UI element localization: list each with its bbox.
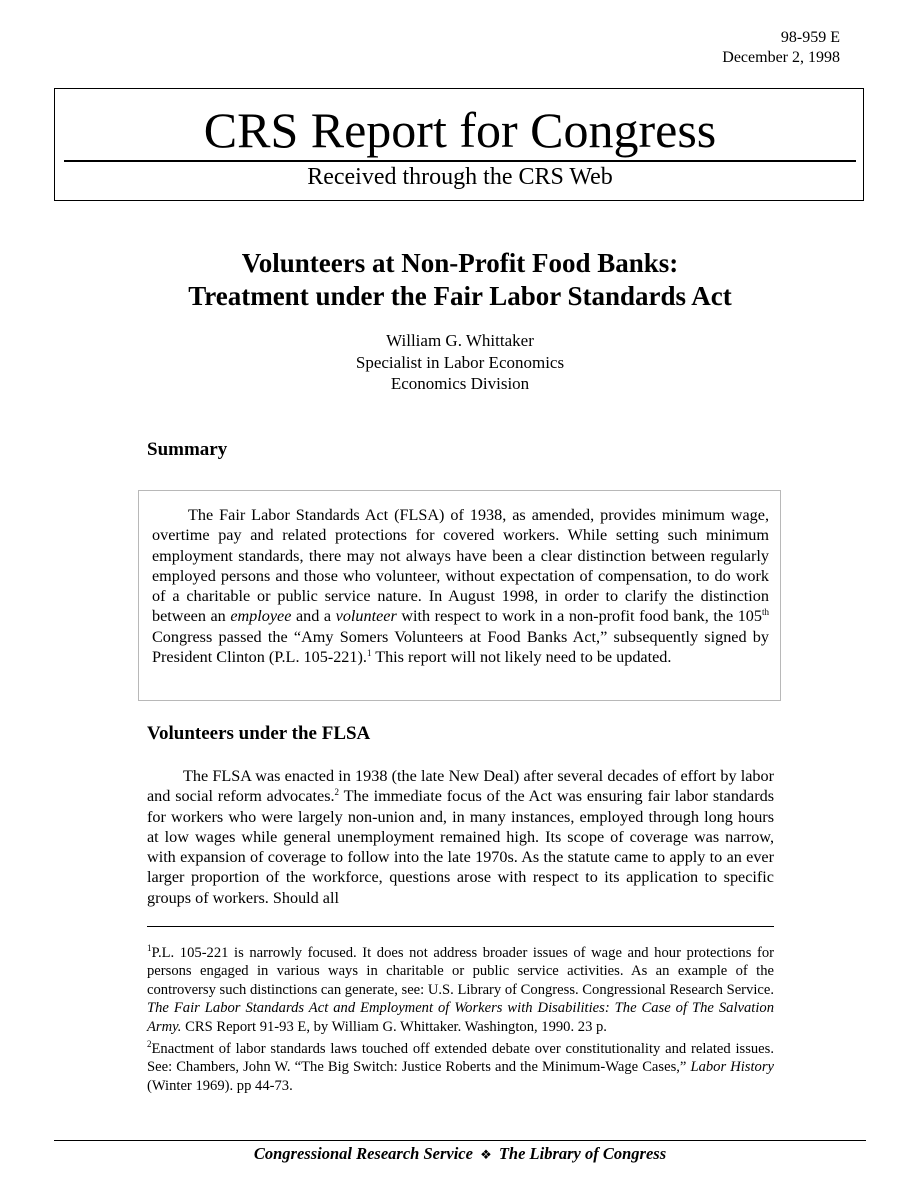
document-title: [0, 247, 920, 313]
emphasis-volunteer: volunteer: [335, 607, 397, 626]
section-body: [147, 766, 774, 908]
footnotes: [147, 944, 774, 1099]
title-line-2: Treatment under the Fair Labor Standards Act: [188, 281, 732, 311]
body-paragraph: The FLSA was enacted in 1938 (the late New Deal) after several decades of effort by labor and social reform advocates.$^2$ The immediate focus of the Act was ensuring fair labor standards for workers who were largely non-union and, in many instances, employed through long hours at low wages while general unemployment remained high. Its scope of coverage was narrow, with expansion of coverage to follow into the late 1970s. As the statute came to apply to an ever larger proportion of the workforce, questions arose with respect to its application to specific groups of workers. Should all: [147, 767, 774, 907]
footnote-ref-1[interactable]: 1: [366, 648, 372, 659]
report-date: December 2, 1998: [722, 49, 840, 66]
title-line-1: Volunteers at Non-Profit Food Banks:: [241, 248, 679, 278]
author-division: Economics Division: [390, 374, 530, 393]
author-position: Specialist in Labor Economics: [355, 352, 565, 372]
four-diamond-ornament-icon: ❖: [480, 1148, 492, 1163]
banner-subtitle: Received through the CRS Web: [307, 164, 613, 190]
summary-text: [152, 505, 769, 667]
footnote-number: 2: [147, 1039, 152, 1050]
footnote-ref-2[interactable]: 2: [334, 787, 340, 798]
footnote-number: 1: [147, 943, 152, 953]
footer-rule: [54, 1140, 866, 1141]
cited-title: The Fair Labor Standards Act and Employment of Workers with Disabilities: The Case of The Salvation Army.: [147, 1000, 774, 1035]
footnote-1: $^1$P.L. 105-221 is narrowly focused. It does not address broader issues of wage and hour protections for persons engaged in various ways in charitable or public service activities. As an example of the controversy such distinctions can generate, see: U.S. Library of Congress. Congressional Research Service. The Fair Labor Standards Act and Employment of Workers with Disabilities: The Case of The Salvation Army. CRS Report 91-93 E, by William G. Whittaker. Washington, 1990. 23 p.: [147, 943, 774, 1035]
footnote-separator: [147, 926, 774, 927]
report-number: 98-959 E: [780, 29, 840, 46]
ordinal-suffix: th: [761, 607, 769, 618]
section-heading-volunteers: Volunteers under the FLSA: [147, 723, 371, 744]
footer-publisher: Congressional Research Service: [253, 1144, 473, 1163]
footer-library: The Library of Congress: [498, 1144, 667, 1163]
author-name: William G. Whittaker: [386, 331, 534, 350]
page-footer: [0, 1143, 920, 1167]
banner-title: CRS Report for Congress: [203, 102, 717, 158]
summary-heading: Summary: [147, 439, 228, 460]
emphasis-employee: employee: [230, 607, 292, 626]
summary-paragraph: The Fair Labor Standards Act (FLSA) of 1938, as amended, provides minimum wage, overtime pay and related protections for covered workers. While setting such minimum employment standards, there may not always have been a clear distinction between regularly employed persons and those who volunteer, without expectation of compensation, to do work of a charitable or public service nature. In August 1998, in order to clarify the distinction between an employee and a volunteer with respect to work in a non-profit food bank, the 105th Congress passed the “Amy Somers Volunteers at Food Banks Act,” subsequently signed by President Clinton (P.L. 105-221).$^1$ This report will not likely need to be updated.: [152, 506, 769, 667]
footnote-2: $^2$Enactment of labor standards laws touched off extended debate over constitutionality and related issues. See: Chambers, John W. “The Big Switch: Justice Roberts and the Minimum-Wage Cases,” Labor History (Winter 1969). pp 44-73.: [147, 1039, 774, 1094]
author-block: [0, 330, 920, 395]
report-meta: [722, 28, 840, 68]
cited-journal: Labor History: [690, 1059, 774, 1076]
